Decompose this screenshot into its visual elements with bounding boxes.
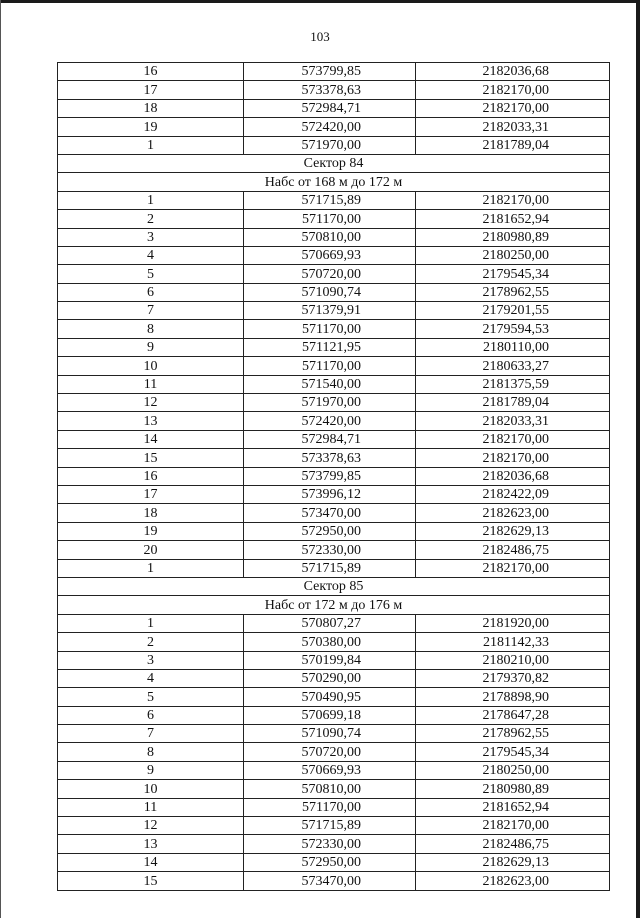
y-coordinate-cell: 2182170,00 (416, 81, 610, 99)
y-coordinate-cell: 2178962,55 (416, 725, 610, 743)
table-row (58, 817, 610, 835)
x-coordinate-cell: 571970,00 (244, 394, 416, 412)
y-coordinate-cell: 2182623,00 (416, 504, 610, 522)
y-coordinate-cell: 2181789,04 (416, 394, 610, 412)
x-coordinate-cell: 572330,00 (244, 835, 416, 853)
table-row (58, 688, 610, 706)
section-header-row (58, 596, 610, 614)
x-coordinate-cell: 571170,00 (244, 798, 416, 816)
x-coordinate-cell: 570669,93 (244, 761, 416, 779)
table-row (58, 541, 610, 559)
table-row (58, 467, 610, 485)
x-coordinate-cell: 570699,18 (244, 706, 416, 724)
x-coordinate-cell: 570720,00 (244, 743, 416, 761)
point-number-cell: 13 (58, 412, 244, 430)
point-number-cell: 19 (58, 522, 244, 540)
x-coordinate-cell: 570290,00 (244, 669, 416, 687)
y-coordinate-cell: 2182170,00 (416, 559, 610, 577)
section-header: Набс от 168 м до 172 м (58, 173, 610, 191)
x-coordinate-cell: 571090,74 (244, 725, 416, 743)
y-coordinate-cell: 2182170,00 (416, 817, 610, 835)
y-coordinate-cell: 2182033,31 (416, 118, 610, 136)
x-coordinate-cell: 570199,84 (244, 651, 416, 669)
page-number: 103 (310, 29, 330, 44)
y-coordinate-cell: 2180110,00 (416, 338, 610, 356)
point-number-cell: 18 (58, 504, 244, 522)
y-coordinate-cell: 2182033,31 (416, 412, 610, 430)
table-row (58, 669, 610, 687)
y-coordinate-cell: 2179370,82 (416, 669, 610, 687)
table-row (58, 835, 610, 853)
x-coordinate-cell: 571540,00 (244, 375, 416, 393)
section-header-row (58, 154, 610, 172)
point-number-cell: 6 (58, 706, 244, 724)
table-row (58, 651, 610, 669)
y-coordinate-cell: 2182486,75 (416, 541, 610, 559)
x-coordinate-cell: 571715,89 (244, 559, 416, 577)
table-row (58, 338, 610, 356)
y-coordinate-cell: 2179545,34 (416, 743, 610, 761)
table-row (58, 706, 610, 724)
point-number-cell: 1 (58, 191, 244, 209)
section-header: Набс от 172 м до 176 м (58, 596, 610, 614)
x-coordinate-cell: 571715,89 (244, 191, 416, 209)
y-coordinate-cell: 2181375,59 (416, 375, 610, 393)
y-coordinate-cell: 2182170,00 (416, 99, 610, 117)
point-number-cell: 4 (58, 246, 244, 264)
y-coordinate-cell: 2182629,13 (416, 522, 610, 540)
point-number-cell: 19 (58, 118, 244, 136)
table-row (58, 136, 610, 154)
section-header: Сектор 85 (58, 577, 610, 595)
point-number-cell: 17 (58, 485, 244, 503)
x-coordinate-cell: 571170,00 (244, 320, 416, 338)
point-number-cell: 6 (58, 283, 244, 301)
point-number-cell: 11 (58, 798, 244, 816)
y-coordinate-cell: 2181142,33 (416, 633, 610, 651)
y-coordinate-cell: 2182486,75 (416, 835, 610, 853)
point-number-cell: 10 (58, 780, 244, 798)
table-row (58, 614, 610, 632)
point-number-cell: 9 (58, 761, 244, 779)
table-row (58, 449, 610, 467)
table-row (58, 320, 610, 338)
table-row (58, 357, 610, 375)
table-row (58, 394, 610, 412)
y-coordinate-cell: 2181652,94 (416, 798, 610, 816)
table-row (58, 63, 610, 81)
y-coordinate-cell: 2180210,00 (416, 651, 610, 669)
x-coordinate-cell: 570807,27 (244, 614, 416, 632)
table-row (58, 761, 610, 779)
table-row (58, 853, 610, 871)
point-number-cell: 4 (58, 669, 244, 687)
table-row (58, 191, 610, 209)
x-coordinate-cell: 573470,00 (244, 872, 416, 890)
point-number-cell: 5 (58, 688, 244, 706)
table-row (58, 633, 610, 651)
y-coordinate-cell: 2178898,90 (416, 688, 610, 706)
point-number-cell: 3 (58, 228, 244, 246)
point-number-cell: 17 (58, 81, 244, 99)
point-number-cell: 9 (58, 338, 244, 356)
x-coordinate-cell: 571121,95 (244, 338, 416, 356)
x-coordinate-cell: 572420,00 (244, 118, 416, 136)
point-number-cell: 2 (58, 210, 244, 228)
table-row (58, 302, 610, 320)
table-row (58, 283, 610, 301)
table-row (58, 246, 610, 264)
y-coordinate-cell: 2182422,09 (416, 485, 610, 503)
table-row (58, 412, 610, 430)
x-coordinate-cell: 572950,00 (244, 522, 416, 540)
x-coordinate-cell: 570810,00 (244, 780, 416, 798)
x-coordinate-cell: 572984,71 (244, 430, 416, 448)
table-row (58, 504, 610, 522)
scan-edge-left (0, 0, 1, 918)
x-coordinate-cell: 571170,00 (244, 210, 416, 228)
section-header-row (58, 577, 610, 595)
y-coordinate-cell: 2181920,00 (416, 614, 610, 632)
x-coordinate-cell: 570380,00 (244, 633, 416, 651)
x-coordinate-cell: 573470,00 (244, 504, 416, 522)
point-number-cell: 14 (58, 853, 244, 871)
coordinates-table-body (58, 63, 610, 891)
x-coordinate-cell: 571090,74 (244, 283, 416, 301)
x-coordinate-cell: 571970,00 (244, 136, 416, 154)
y-coordinate-cell: 2180633,27 (416, 357, 610, 375)
table-row (58, 743, 610, 761)
table-row (58, 522, 610, 540)
y-coordinate-cell: 2181652,94 (416, 210, 610, 228)
point-number-cell: 15 (58, 449, 244, 467)
section-header: Сектор 84 (58, 154, 610, 172)
x-coordinate-cell: 573378,63 (244, 81, 416, 99)
x-coordinate-cell: 573378,63 (244, 449, 416, 467)
point-number-cell: 13 (58, 835, 244, 853)
table-row (58, 118, 610, 136)
table-row (58, 375, 610, 393)
table-row (58, 780, 610, 798)
x-coordinate-cell: 571715,89 (244, 817, 416, 835)
y-coordinate-cell: 2178962,55 (416, 283, 610, 301)
y-coordinate-cell: 2182629,13 (416, 853, 610, 871)
table-row (58, 210, 610, 228)
point-number-cell: 8 (58, 743, 244, 761)
y-coordinate-cell: 2179201,55 (416, 302, 610, 320)
point-number-cell: 15 (58, 872, 244, 890)
point-number-cell: 12 (58, 817, 244, 835)
table-row (58, 559, 610, 577)
scan-edge-top (0, 0, 640, 3)
x-coordinate-cell: 570669,93 (244, 246, 416, 264)
point-number-cell: 16 (58, 467, 244, 485)
y-coordinate-cell: 2181789,04 (416, 136, 610, 154)
x-coordinate-cell: 570490,95 (244, 688, 416, 706)
coordinates-table (57, 62, 610, 891)
table-row (58, 430, 610, 448)
y-coordinate-cell: 2180980,89 (416, 228, 610, 246)
y-coordinate-cell: 2182623,00 (416, 872, 610, 890)
x-coordinate-cell: 572330,00 (244, 541, 416, 559)
y-coordinate-cell: 2180250,00 (416, 761, 610, 779)
y-coordinate-cell: 2180980,89 (416, 780, 610, 798)
point-number-cell: 1 (58, 136, 244, 154)
table-row (58, 872, 610, 890)
point-number-cell: 1 (58, 614, 244, 632)
point-number-cell: 14 (58, 430, 244, 448)
point-number-cell: 1 (58, 559, 244, 577)
point-number-cell: 16 (58, 63, 244, 81)
x-coordinate-cell: 571170,00 (244, 357, 416, 375)
point-number-cell: 10 (58, 357, 244, 375)
table-row (58, 81, 610, 99)
x-coordinate-cell: 572950,00 (244, 853, 416, 871)
y-coordinate-cell: 2179594,53 (416, 320, 610, 338)
x-coordinate-cell: 570720,00 (244, 265, 416, 283)
x-coordinate-cell: 572420,00 (244, 412, 416, 430)
point-number-cell: 8 (58, 320, 244, 338)
point-number-cell: 2 (58, 633, 244, 651)
scan-edge-right (636, 0, 640, 918)
y-coordinate-cell: 2182170,00 (416, 430, 610, 448)
y-coordinate-cell: 2179545,34 (416, 265, 610, 283)
table-row (58, 725, 610, 743)
x-coordinate-cell: 573996,12 (244, 485, 416, 503)
x-coordinate-cell: 570810,00 (244, 228, 416, 246)
y-coordinate-cell: 2182036,68 (416, 63, 610, 81)
table-row (58, 265, 610, 283)
point-number-cell: 7 (58, 725, 244, 743)
point-number-cell: 5 (58, 265, 244, 283)
point-number-cell: 18 (58, 99, 244, 117)
y-coordinate-cell: 2182170,00 (416, 191, 610, 209)
table-row (58, 485, 610, 503)
point-number-cell: 7 (58, 302, 244, 320)
y-coordinate-cell: 2182170,00 (416, 449, 610, 467)
point-number-cell: 11 (58, 375, 244, 393)
x-coordinate-cell: 571379,91 (244, 302, 416, 320)
x-coordinate-cell: 573799,85 (244, 63, 416, 81)
section-header-row (58, 173, 610, 191)
y-coordinate-cell: 2180250,00 (416, 246, 610, 264)
x-coordinate-cell: 573799,85 (244, 467, 416, 485)
point-number-cell: 20 (58, 541, 244, 559)
table-row (58, 228, 610, 246)
point-number-cell: 3 (58, 651, 244, 669)
x-coordinate-cell: 572984,71 (244, 99, 416, 117)
point-number-cell: 12 (58, 394, 244, 412)
table-row (58, 798, 610, 816)
table-row (58, 99, 610, 117)
y-coordinate-cell: 2178647,28 (416, 706, 610, 724)
y-coordinate-cell: 2182036,68 (416, 467, 610, 485)
